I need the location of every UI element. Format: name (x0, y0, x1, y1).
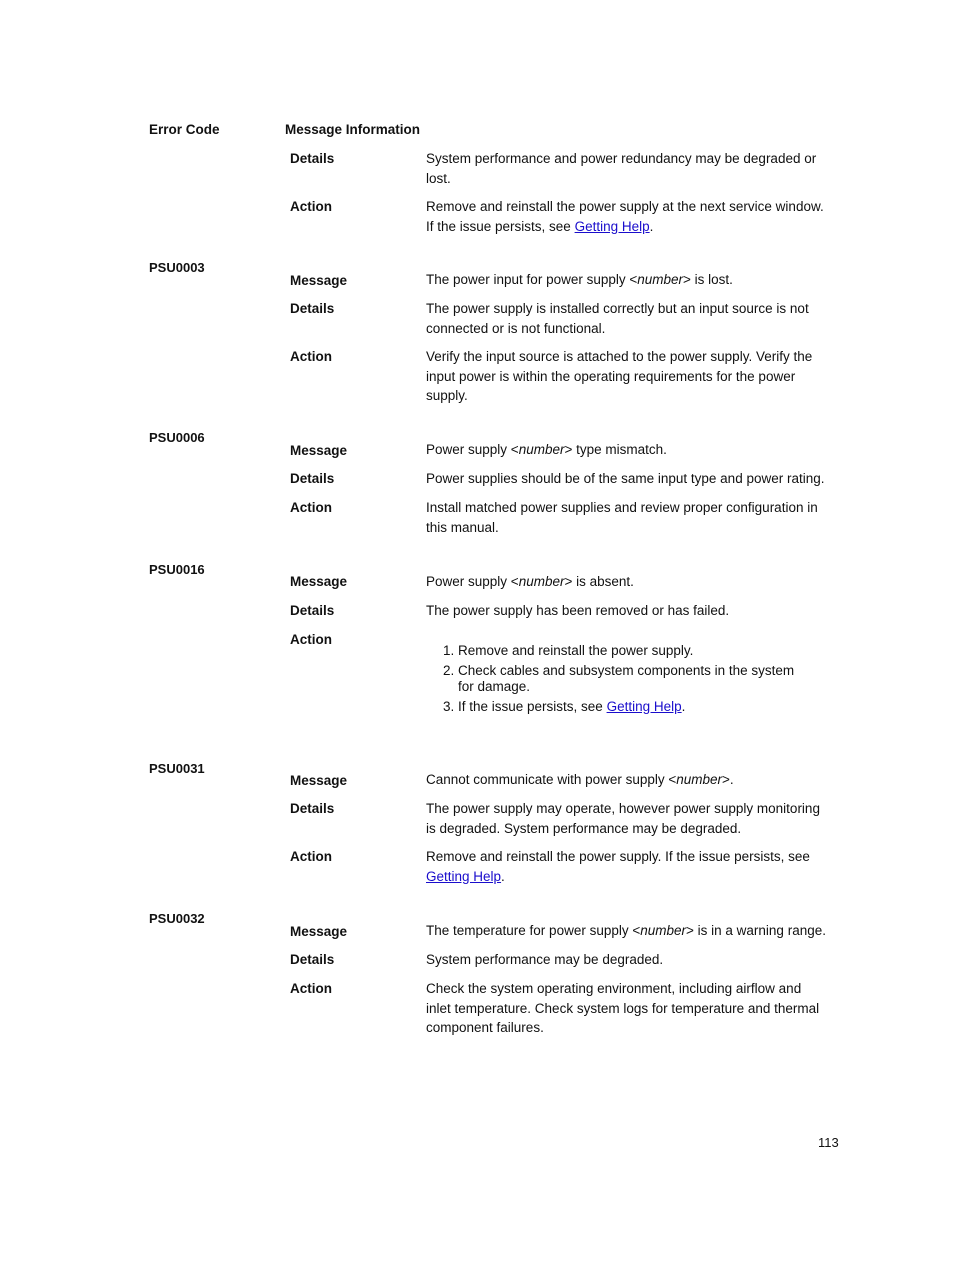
error-code: PSU0032 (149, 911, 205, 926)
details-text: System performance may be degraded. (426, 952, 664, 967)
numbered-list (426, 643, 806, 715)
getting-help-link[interactable]: Getting Help (606, 698, 682, 714)
error-code: PSU0006 (149, 430, 205, 445)
action-label: Action (290, 349, 332, 364)
message-label: Message (290, 273, 348, 288)
details-text: The power supply may operate, however power supply monitoring is degraded. System performance may be degraded. (426, 801, 820, 836)
action-label: Action (290, 849, 332, 864)
message-text: The temperature for power supply <number> is in a warning range. (426, 923, 826, 938)
action-text: Install matched power supplies and review proper configuration in this manual. (426, 500, 818, 535)
action-label: Action (290, 500, 332, 515)
list-item: 2. Check cables and subsystem components in the system for damage. (443, 662, 795, 694)
error-code: PSU0003 (149, 260, 205, 275)
page-number: 113 (818, 1135, 839, 1150)
getting-help-link[interactable]: Getting Help (574, 218, 650, 234)
message-text: The power input for power supply <number> is lost. (426, 272, 733, 287)
action-label: Action (290, 199, 332, 214)
message-label: Message (290, 443, 348, 458)
action-text: Remove and reinstall the power supply. If the issue persists, see Getting Help. (426, 849, 810, 884)
action-label: Action (290, 632, 332, 647)
details-text: The power supply has been removed or has failed. (426, 603, 730, 618)
list-item: 1. Remove and reinstall the power supply. (443, 643, 694, 658)
getting-help-link[interactable]: Getting Help (426, 868, 502, 884)
details-label: Details (290, 603, 335, 618)
message-text: Power supply <number> is absent. (426, 574, 634, 589)
details-text: Power supplies should be of the same input type and power rating. (426, 471, 825, 486)
message-text: Cannot communicate with power supply <number>. (426, 772, 734, 787)
column-header-error-code: Error Code (149, 122, 220, 137)
details-label: Details (290, 301, 335, 316)
error-code: PSU0031 (149, 761, 205, 776)
action-text: Check the system operating environment, including airflow and inlet temperature. Check system logs for temperature and thermal component failures. (426, 981, 820, 1035)
message-label: Message (290, 773, 348, 788)
message-label: Message (290, 574, 348, 589)
details-label: Details (290, 801, 335, 816)
error-code: PSU0016 (149, 562, 205, 577)
action-text: Remove and reinstall the power supply at the next service window. If the issue persists, see Getting Help. (426, 199, 824, 234)
details-text: The power supply is installed correctly but an input source is not connected or is not functional. (426, 301, 809, 336)
list-item: 3. If the issue persists, see Getting Help. (443, 698, 686, 714)
message-label: Message (290, 924, 348, 939)
details-label: Details (290, 151, 335, 166)
action-text: Verify the input source is attached to the power supply. Verify the input power is within the operating requirements for the power supply. (426, 349, 813, 403)
column-header-message-information: Message Information (285, 122, 421, 137)
details-text: System performance and power redundancy may be degraded or lost. (426, 151, 817, 186)
details-label: Details (290, 471, 335, 486)
action-label: Action (290, 981, 332, 996)
message-text: Power supply <number> type mismatch. (426, 442, 667, 457)
details-label: Details (290, 952, 335, 967)
action-steps (426, 643, 806, 718)
